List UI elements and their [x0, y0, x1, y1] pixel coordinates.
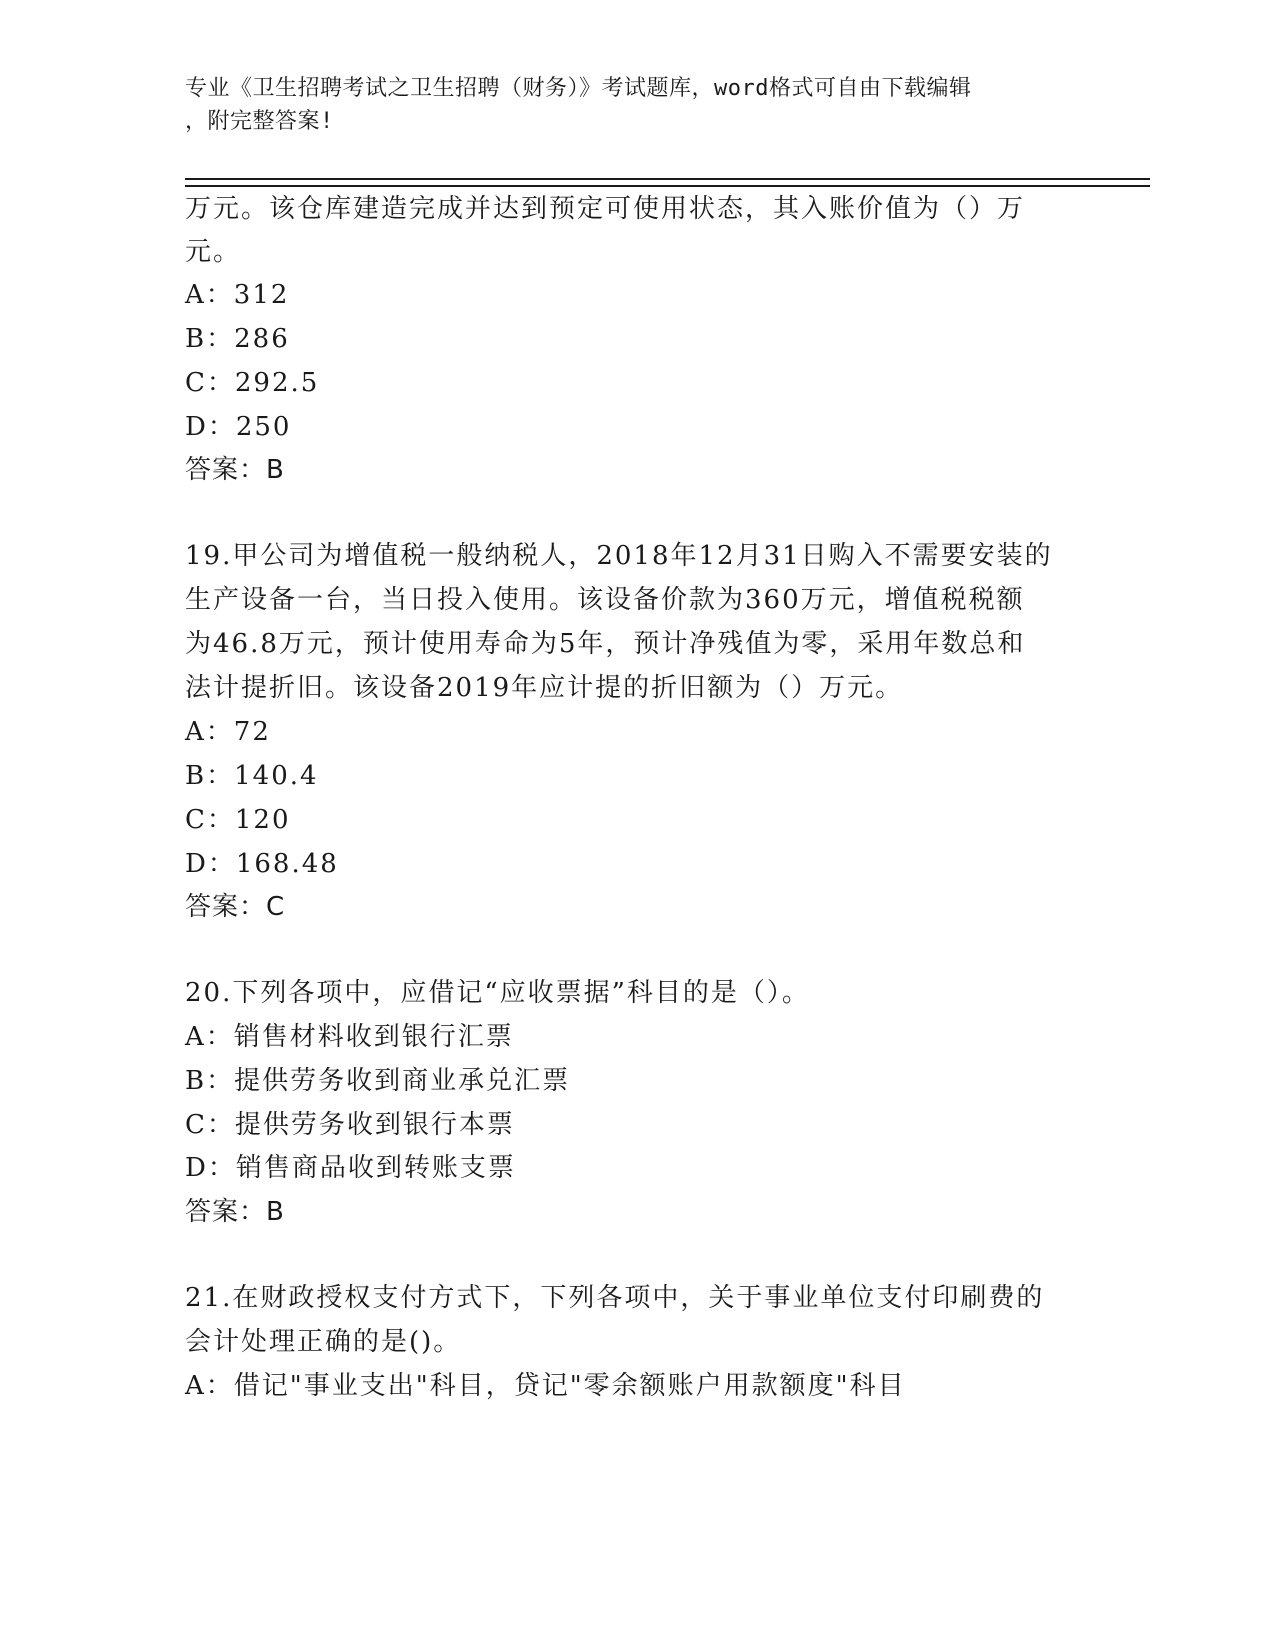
q18-option-a: A：312	[185, 280, 290, 310]
q18-option-b: B：286	[185, 324, 290, 354]
q21-option-a: A：借记"事业支出"科目，贷记"零余额账户用款额度"科目	[185, 1371, 906, 1401]
q20-option-a: A：销售材料收到银行汇票	[185, 1022, 514, 1052]
document-header	[185, 72, 1085, 138]
q20-text-line-1: 20.下列各项中，应借记“应收票据”科目的是（）。	[185, 978, 810, 1008]
q19-text-line-3: 为46.8万元，预计使用寿命为5年，预计净残值为零，采用年数总和	[185, 629, 1026, 659]
header-line-2: ，附完整答案!	[185, 109, 334, 134]
q19-answer: 答案：C	[185, 892, 286, 922]
q18-text-line-1: 万元。该仓库建造完成并达到预定可使用状态，其入账价值为（）万	[185, 194, 1026, 224]
q20-option-c: C：提供劳务收到银行本票	[185, 1110, 515, 1140]
q20-option-b: B：提供劳务收到商业承兑汇票	[185, 1066, 571, 1096]
q20-option-d: D：销售商品收到转账支票	[185, 1153, 516, 1183]
header-divider-top	[185, 178, 1150, 180]
q18-answer: 答案：B	[185, 455, 285, 485]
q18-option-c: C：292.5	[185, 368, 320, 398]
q21-text-line-2: 会计处理正确的是()。	[185, 1327, 462, 1357]
q19-option-b: B：140.4	[185, 761, 319, 791]
q19-option-a: A：72	[185, 717, 271, 747]
q20-answer: 答案：B	[185, 1197, 285, 1227]
q19-option-c: C：120	[185, 805, 291, 835]
q21-text-line-1: 21.在财政授权支付方式下，下列各项中，关于事业单位支付印刷费的	[185, 1283, 1045, 1313]
q19-text-line-1: 19.甲公司为增值税一般纳税人，2018年12月31日购入不需要安装的	[185, 541, 1053, 571]
header-line-1: 专业《卫生招聘考试之卫生招聘（财务）》考试题库，word格式可自由下载编辑	[185, 76, 972, 101]
q19-text-line-4: 法计提折旧。该设备2019年应计提的折旧额为（）万元。	[185, 673, 904, 703]
q18-text-line-2: 元。	[185, 237, 242, 267]
q19-text-line-2: 生产设备一台，当日投入使用。该设备价款为360万元，增值税税额	[185, 585, 1025, 615]
q19-option-d: D：168.48	[185, 849, 339, 879]
q18-option-d: D：250	[185, 412, 292, 442]
